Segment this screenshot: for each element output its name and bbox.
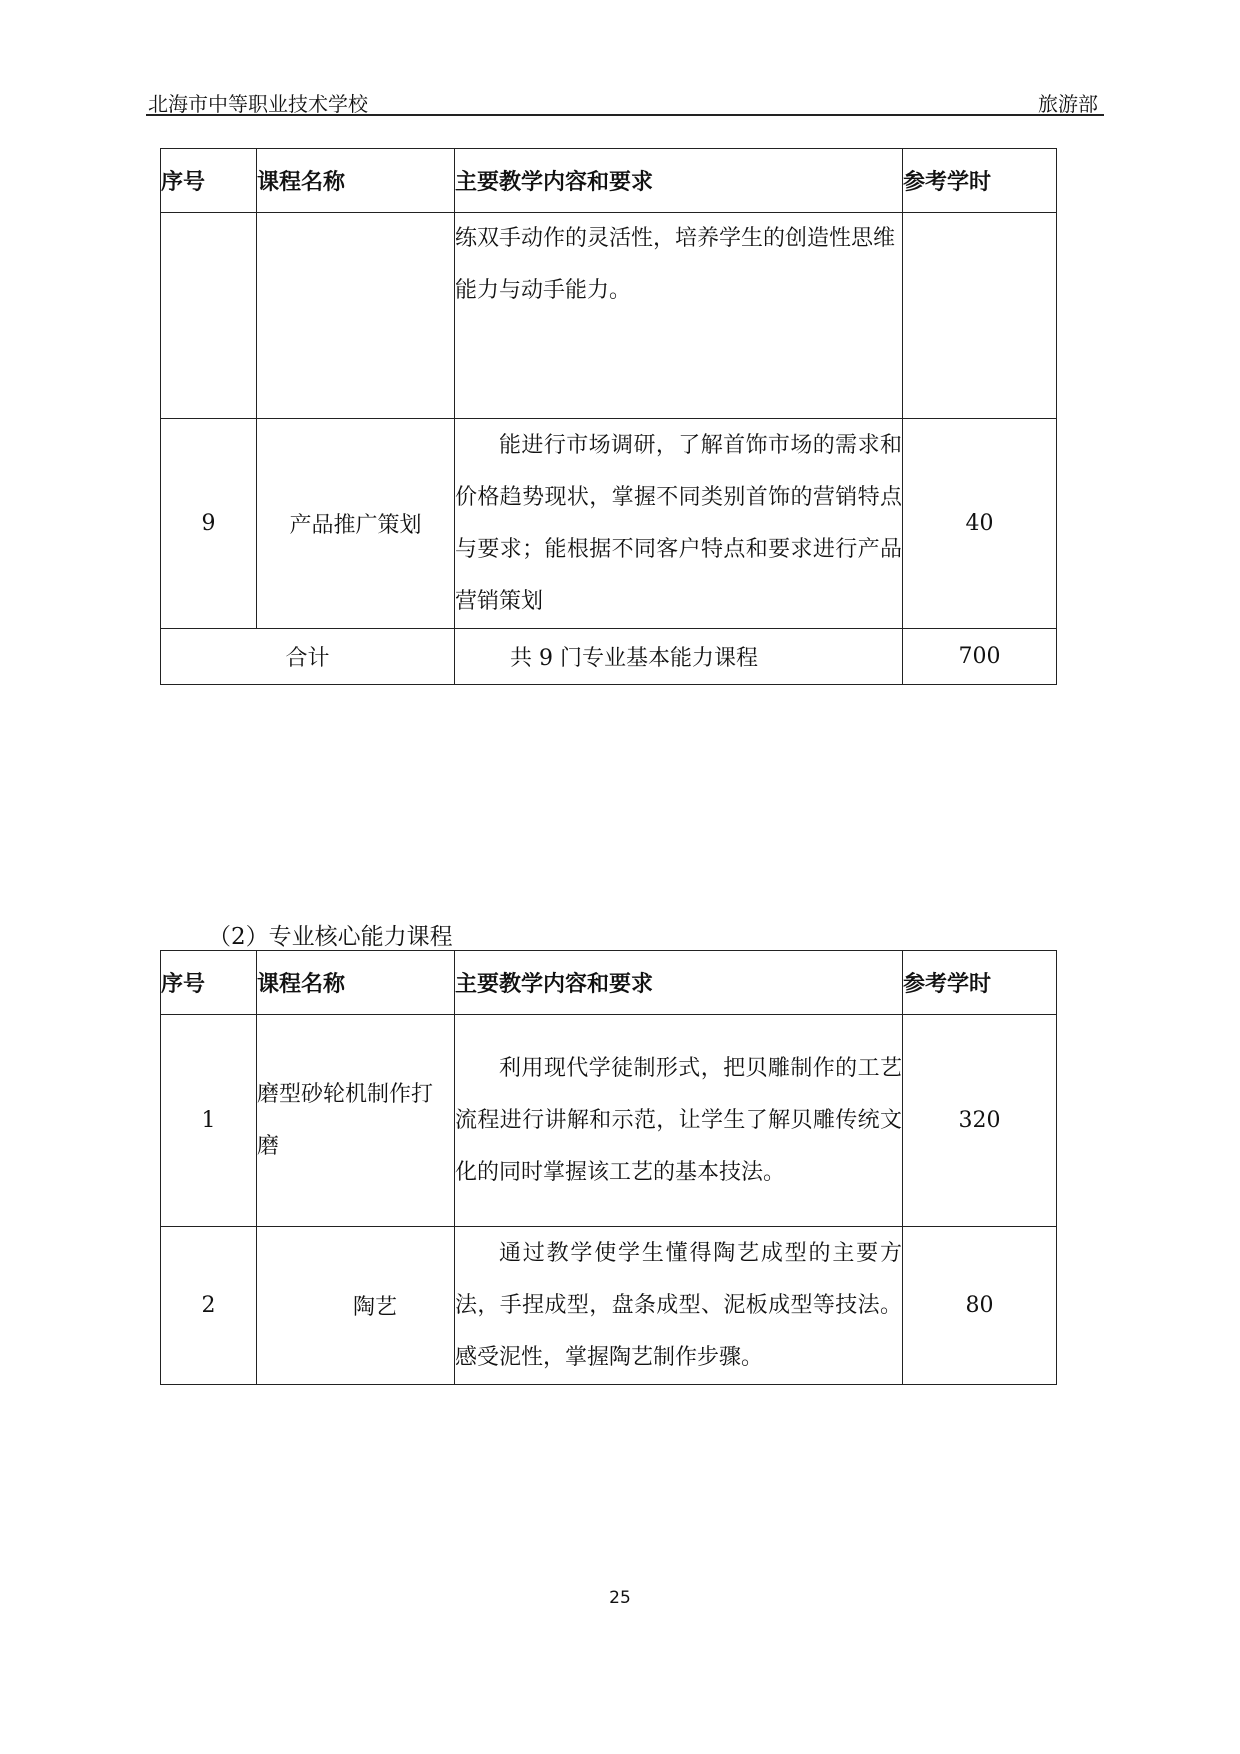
cell-no: 1 — [161, 1015, 257, 1227]
cell-content: 通过教学使学生懂得陶艺成型的主要方法，手捏成型，盘条成型、泥板成型等技法。感受泥性，掌握陶艺制作步骤。 — [455, 1227, 903, 1385]
page-number: 25 — [609, 1588, 631, 1608]
total-hours: 700 — [903, 629, 1057, 685]
cell-hours: 80 — [903, 1227, 1057, 1385]
table-row — [161, 213, 1057, 419]
section-title: （2）专业核心能力课程 — [208, 924, 453, 950]
header-name: 课程名称 — [257, 149, 455, 213]
total-content: 共 9 门专业基本能力课程 — [455, 629, 903, 685]
course-table-core — [160, 950, 1057, 1385]
cell-hours: 40 — [903, 419, 1057, 629]
cell-no — [161, 213, 257, 419]
table-row — [161, 419, 1057, 629]
header-no: 序号 — [161, 149, 257, 213]
cell-hours — [903, 213, 1057, 419]
cell-name: 陶艺 — [257, 1227, 455, 1385]
cell-no: 2 — [161, 1227, 257, 1385]
header-hours: 参考学时 — [903, 951, 1057, 1015]
header-name: 课程名称 — [257, 951, 455, 1015]
header-content: 主要教学内容和要求 — [455, 951, 903, 1015]
cell-content: 利用现代学徒制形式，把贝雕制作的工艺流程进行讲解和示范，让学生了解贝雕传统文化的同时掌握该工艺的基本技法。 — [455, 1015, 903, 1227]
header-rule — [146, 114, 1104, 116]
table-total-row — [161, 629, 1057, 685]
table-row — [161, 1015, 1057, 1227]
course-table-basic — [160, 148, 1057, 685]
header-content: 主要教学内容和要求 — [455, 149, 903, 213]
header-department: 旅游部 — [1038, 92, 1098, 116]
cell-hours: 320 — [903, 1015, 1057, 1227]
cell-name: 产品推广策划 — [257, 419, 455, 629]
header-hours: 参考学时 — [903, 149, 1057, 213]
cell-name: 磨型砂轮机制作打磨 — [257, 1015, 455, 1227]
cell-name — [257, 213, 455, 419]
header-school-name: 北海市中等职业技术学校 — [148, 92, 368, 116]
table-header-row — [161, 951, 1057, 1015]
total-label: 合计 — [161, 629, 455, 685]
header-no: 序号 — [161, 951, 257, 1015]
table-header-row — [161, 149, 1057, 213]
cell-content: 练双手动作的灵活性，培养学生的创造性思维能力与动手能力。 — [455, 213, 903, 419]
cell-no: 9 — [161, 419, 257, 629]
cell-content: 能进行市场调研，了解首饰市场的需求和价格趋势现状，掌握不同类别首饰的营销特点与要求；能根据不同客户特点和要求进行产品营销策划 — [455, 419, 903, 629]
table-row — [161, 1227, 1057, 1385]
